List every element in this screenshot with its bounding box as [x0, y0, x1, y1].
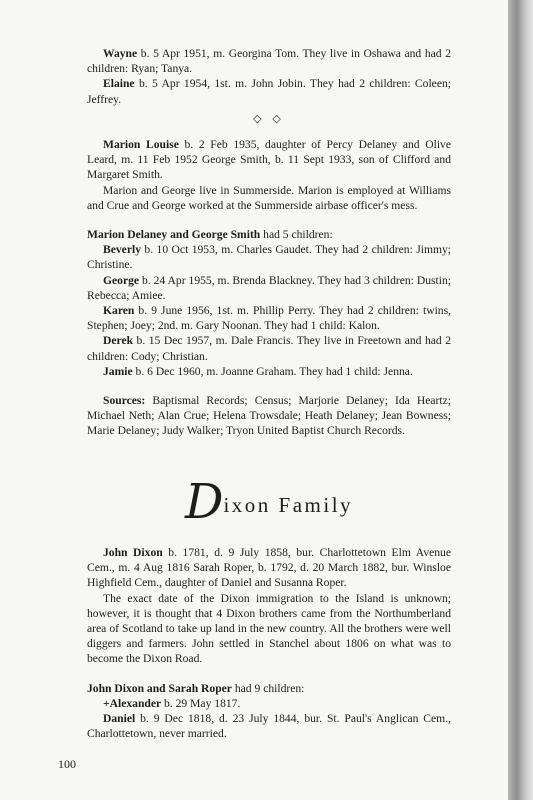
dixon-entries — [87, 545, 451, 741]
top-entries — [87, 46, 451, 439]
child-name: Beverly — [103, 243, 141, 257]
marion-note: Marion and George live in Summerside. Marion is employed at Williams and Crue and George worked at the Summerside airbase officer's mess. — [87, 183, 451, 212]
family-heading — [87, 474, 451, 530]
child-entry — [87, 303, 451, 333]
dixon-children-heading — [87, 681, 451, 696]
sources — [87, 393, 451, 439]
child-text: b. 10 Oct 1953, m. Charles Gaudet. They had 2 children: Jimmy; Christine. — [87, 243, 451, 272]
child-entry — [87, 711, 451, 741]
decorative-initial: D — [184, 474, 224, 530]
spacer — [87, 667, 451, 681]
child-entry — [87, 696, 451, 711]
page-number: 100 — [58, 757, 76, 771]
child-name: Karen — [103, 304, 135, 318]
child-entry — [87, 273, 451, 303]
children-count: had 5 children: — [260, 228, 333, 242]
child-text: b. 9 Dec 1818, d. 23 July 1844, bur. St. Paul's Anglican Cem., Charlottetown, never married. — [87, 712, 451, 741]
entry-text: b. 5 Apr 1954, 1st. m. John Jobin. They had 2 children: Coleen; Jeffrey. — [87, 77, 451, 106]
child-entry — [87, 242, 451, 272]
family-heading-text: ixon Family — [223, 493, 354, 517]
entry-wayne — [87, 46, 451, 76]
spacer — [87, 213, 451, 227]
child-name: Derek — [103, 334, 134, 348]
entry-marion — [87, 137, 451, 183]
sources-text: Baptismal Records; Census; Marjorie Delaney; Ida Heartz; Michael Neth; Alan Crue; Helena Trowsdale; Heath Delaney; Jean Bowness; Marie Delaney; Judy Walker; Tryon United Baptist Church Records. — [87, 394, 451, 438]
section-divider: ◇ ◇ — [253, 112, 285, 125]
entry-text: b. 2 Feb 1935, daughter of Percy Delaney and Olive Leard, m. 11 Feb 1952 George Smith, b. 11 Sept 1933, son of Clifford and Margaret Smith. — [87, 138, 451, 182]
entry-elaine — [87, 76, 451, 106]
child-name: George — [103, 273, 140, 287]
entry-text: b. 1781, d. 9 July 1858, bur. Charlottetown Elm Avenue Cem., m. 4 Aug 1816 Sarah Roper, b. 1792, d. 20 March 1882, bur. Winsloe Highfield Cem., daughter of Daniel and Susanna Roper. — [87, 546, 451, 590]
entry-name: Wayne — [103, 47, 138, 60]
entry-text: b. 5 Apr 1951, m. Georgina Tom. They live in Oshawa and had 2 children: Ryan; Tanya. — [87, 47, 451, 76]
entry-name: Marion Louise — [103, 138, 179, 152]
parents-names: Marion Delaney and George Smith — [87, 228, 261, 242]
child-text: b. 6 Dec 1960, m. Joanne Graham. They had 1 child: Jenna. — [132, 364, 413, 378]
sources-label: Sources: — [103, 394, 146, 408]
entry-name: John Dixon — [103, 546, 163, 559]
parents-names: John Dixon and Sarah Roper — [87, 681, 232, 695]
entry-john-dixon — [87, 545, 451, 591]
child-entry — [87, 333, 451, 363]
entry-name: Elaine — [103, 77, 135, 91]
child-entry — [87, 364, 451, 379]
child-text: b. 24 Apr 1955, m. Brenda Blackney. They had 3 children: Dustin; Rebecca; Amiee. — [87, 273, 451, 302]
child-text: b. 15 Dec 1957, m. Dale Francis. They live in Freetown and had 2 children: Cody; Christian. — [87, 334, 451, 363]
children-count: had 9 children: — [231, 681, 305, 695]
child-name: +Alexander — [103, 696, 162, 710]
dixon-note: The exact date of the Dixon immigration to the Island is unknown; however, it is thought that 4 Dixon brothers came from the Northumberland area of Scotland to take up land in the new country. All the brothers were well diggers and farmers. John settled in Stanchel about 1806 on what was to become the Dixon Road. — [87, 591, 451, 666]
child-text: b. 29 May 1817. — [161, 696, 241, 710]
book-page-edge — [508, 0, 533, 800]
children-heading — [87, 227, 451, 242]
child-name: Jamie — [103, 364, 133, 378]
spacer — [87, 379, 451, 393]
child-name: Daniel — [103, 712, 136, 726]
child-text: b. 9 June 1956, 1st. m. Phillip Perry. They had 2 children: twins, Stephen; Joey; 2nd. m. Gary Noonan. They had 1 child: Kalon. — [87, 304, 451, 333]
